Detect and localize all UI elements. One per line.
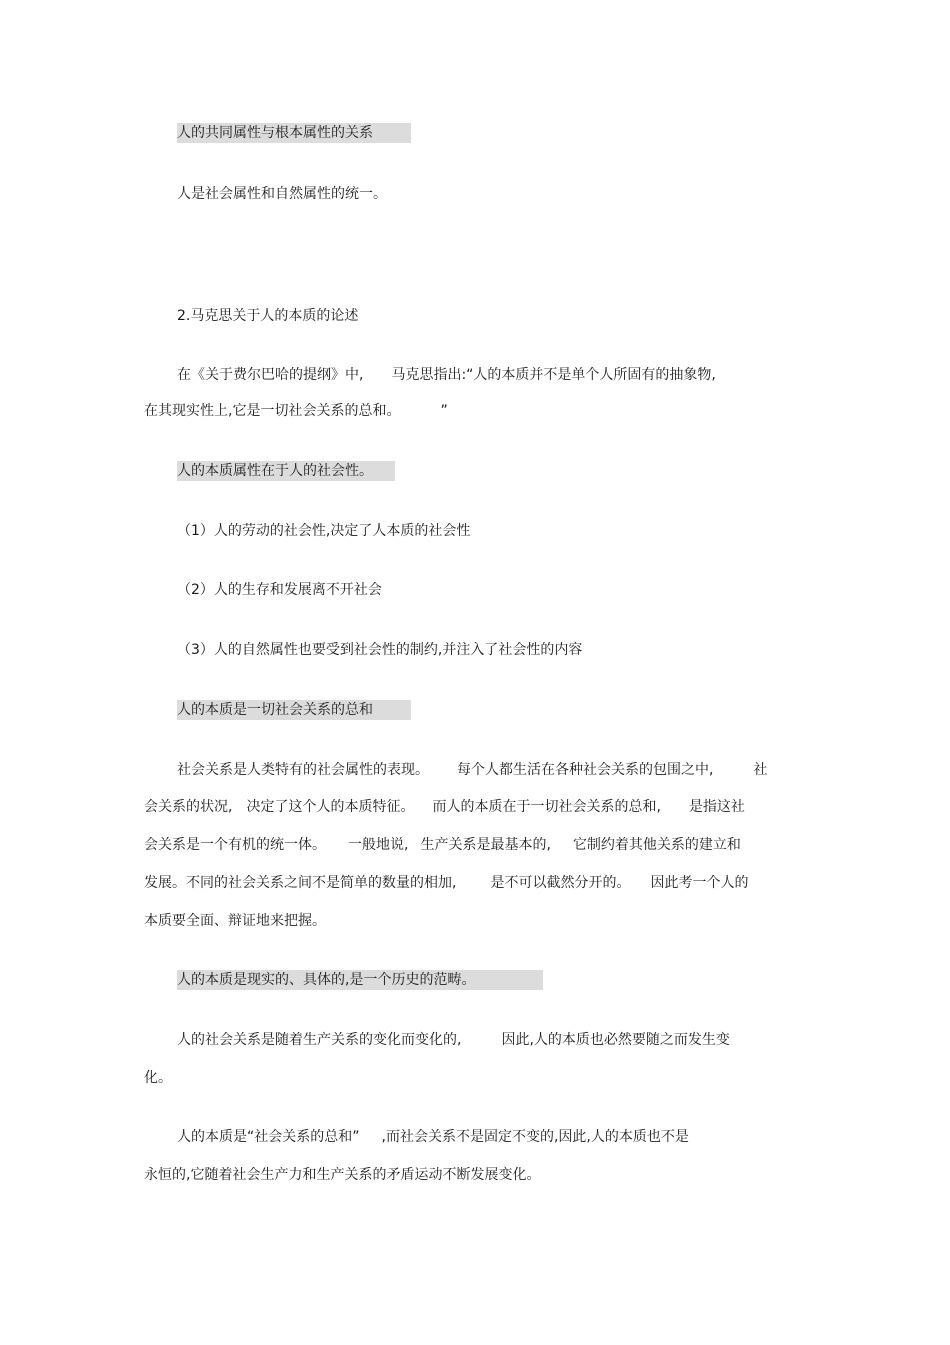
- section-title-marx: 2.马克思关于人的本质的论述: [177, 308, 359, 324]
- paragraph-relations-line4: 发展。不同的社会关系之间不是简单的数量的相加, 是不可以截然分开的。 因此考一个人的: [144, 875, 749, 891]
- paragraph-relations-line2: 会关系的状况, 决定了这个人的本质特征。 而人的本质在于一切社会关系的总和, 是指这社: [144, 799, 745, 815]
- paragraph-eternal-line2: 永恒的,它随着社会生产力和生产关系的矛盾运动不断发展变化。: [144, 1167, 541, 1183]
- paragraph-feuerbach-line1: 在《关于费尔巴哈的提纲》中, 马克思指出:“人的本质并不是单个人所固有的抽象物,: [177, 367, 716, 383]
- paragraph-change-line1: 人的社会关系是随着生产关系的变化而变化的, 因此,人的本质也必然要随之而发生变: [177, 1032, 730, 1048]
- heading-relation: 人的共同属性与根本属性的关系: [177, 123, 411, 143]
- heading-social-nature: 人的本质属性在于人的社会性。: [177, 461, 395, 481]
- paragraph-relations-line1: 社会关系是人类特有的社会属性的表现。 每个人都生活在各种社会关系的包围之中, 社: [177, 762, 768, 778]
- list-item-2: （2）人的生存和发展离不开社会: [177, 582, 382, 598]
- paragraph-feuerbach-line2: 在其现实性上,它是一切社会关系的总和。 ”: [144, 403, 448, 419]
- paragraph-relations-line3: 会关系是一个有机的统一体。 一般地说, 生产关系是最基本的, 它制约着其他关系的建立和: [144, 837, 741, 853]
- list-item-3: （3）人的自然属性也要受到社会性的制约,并注入了社会性的内容: [177, 642, 583, 658]
- heading-historical-category: 人的本质是现实的、具体的,是一个历史的范畴。: [177, 970, 543, 990]
- list-item-1: （1）人的劳动的社会性,决定了人本质的社会性: [177, 523, 471, 539]
- paragraph-unity: 人是社会属性和自然属性的统一。: [177, 186, 387, 202]
- paragraph-eternal-line1: 人的本质是“社会关系的总和” ,而社会关系不是固定不变的,因此,人的本质也不是: [177, 1129, 689, 1145]
- heading-social-relations-sum: 人的本质是一切社会关系的总和: [177, 700, 411, 720]
- paragraph-relations-line5: 本质要全面、辩证地来把握。: [144, 913, 326, 929]
- paragraph-change-line2: 化。: [144, 1070, 172, 1086]
